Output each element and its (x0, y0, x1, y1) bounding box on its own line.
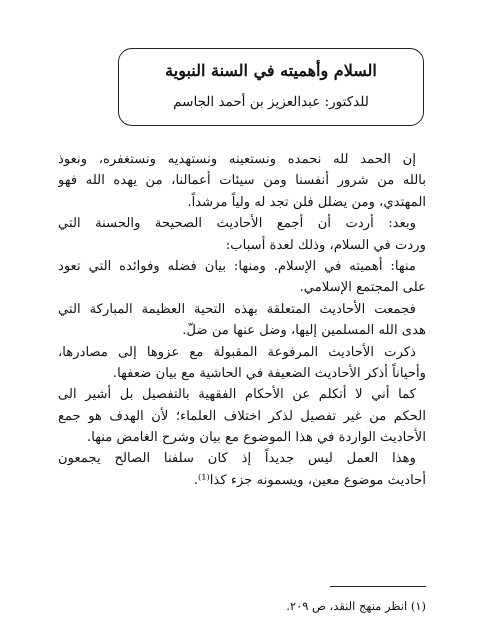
text-line: هدى الله المسلمين إليها، وضل عنها من ضلّ. (182, 323, 426, 339)
text-line: منها: أهميته في الإسلام. ومنها: بيان فضله وفوائده التي تعود (58, 258, 416, 274)
text-line: ذكرت الأحاديث المرفوعة المقبولة مع عزوها إلى مصادرها، (58, 344, 416, 360)
author-line: للدكتور: عبدالعزيز بن أحمد الجاسم (173, 94, 369, 110)
article-title: السلام وأهميته في السنة النبوية (165, 61, 377, 80)
text-line: وهذا العمل ليس جديداً إذ كان سلفنا الصالح يجمعون (58, 451, 416, 467)
text-line: الأحاديث الواردة في هذا الموضوع مع بيان وشرح الغامض منها. (87, 430, 426, 446)
text-line: على المجتمع الإسلامي. (299, 280, 426, 296)
text-line: إن الحمد لله نحمده ونستعينه ونستهديه ونستغفره، ونعوذ (58, 152, 416, 167)
text-line: المهتدي، ومن يضلل فلن تجد له ولياً مرشداً. (187, 194, 426, 210)
text-line: بالله من شرور أنفسنا ومن سيئات أعمالنا، من يهده الله فهو (58, 173, 426, 189)
body-text (58, 149, 426, 491)
text-line: وأحياناً أذكر الأحاديث الضعيفة في الحاشية مع بيان ضعفها. (112, 365, 426, 381)
footnote: (١) انظر منهج النقد، ص ٢٠٩. (286, 599, 426, 613)
footnote-divider (330, 586, 426, 587)
text-line: كما أني لا أتكلم عن الأحكام الفقهية بالتفصيل بل أشير الى (58, 387, 416, 403)
title-box (118, 48, 424, 126)
text-line: أحاديث موضوع معين، ويسمونه جزء كذا⁽¹⁾. (193, 472, 426, 488)
text-line: وبعد: أردت أن أجمع الأحاديث الصحيحة والحسنة التي (58, 216, 416, 232)
text-line: الحكم من غير تفصيل لذكر اختلاف العلماء؛ لأن الهدف هو جمع (58, 408, 426, 424)
text-line: فجمعت الأحاديث المتعلقة بهذه التحية العظيمة المباركة التي (58, 301, 416, 317)
text-line: وردت في السلام، وذلك لعدة أسباب: (225, 237, 426, 253)
